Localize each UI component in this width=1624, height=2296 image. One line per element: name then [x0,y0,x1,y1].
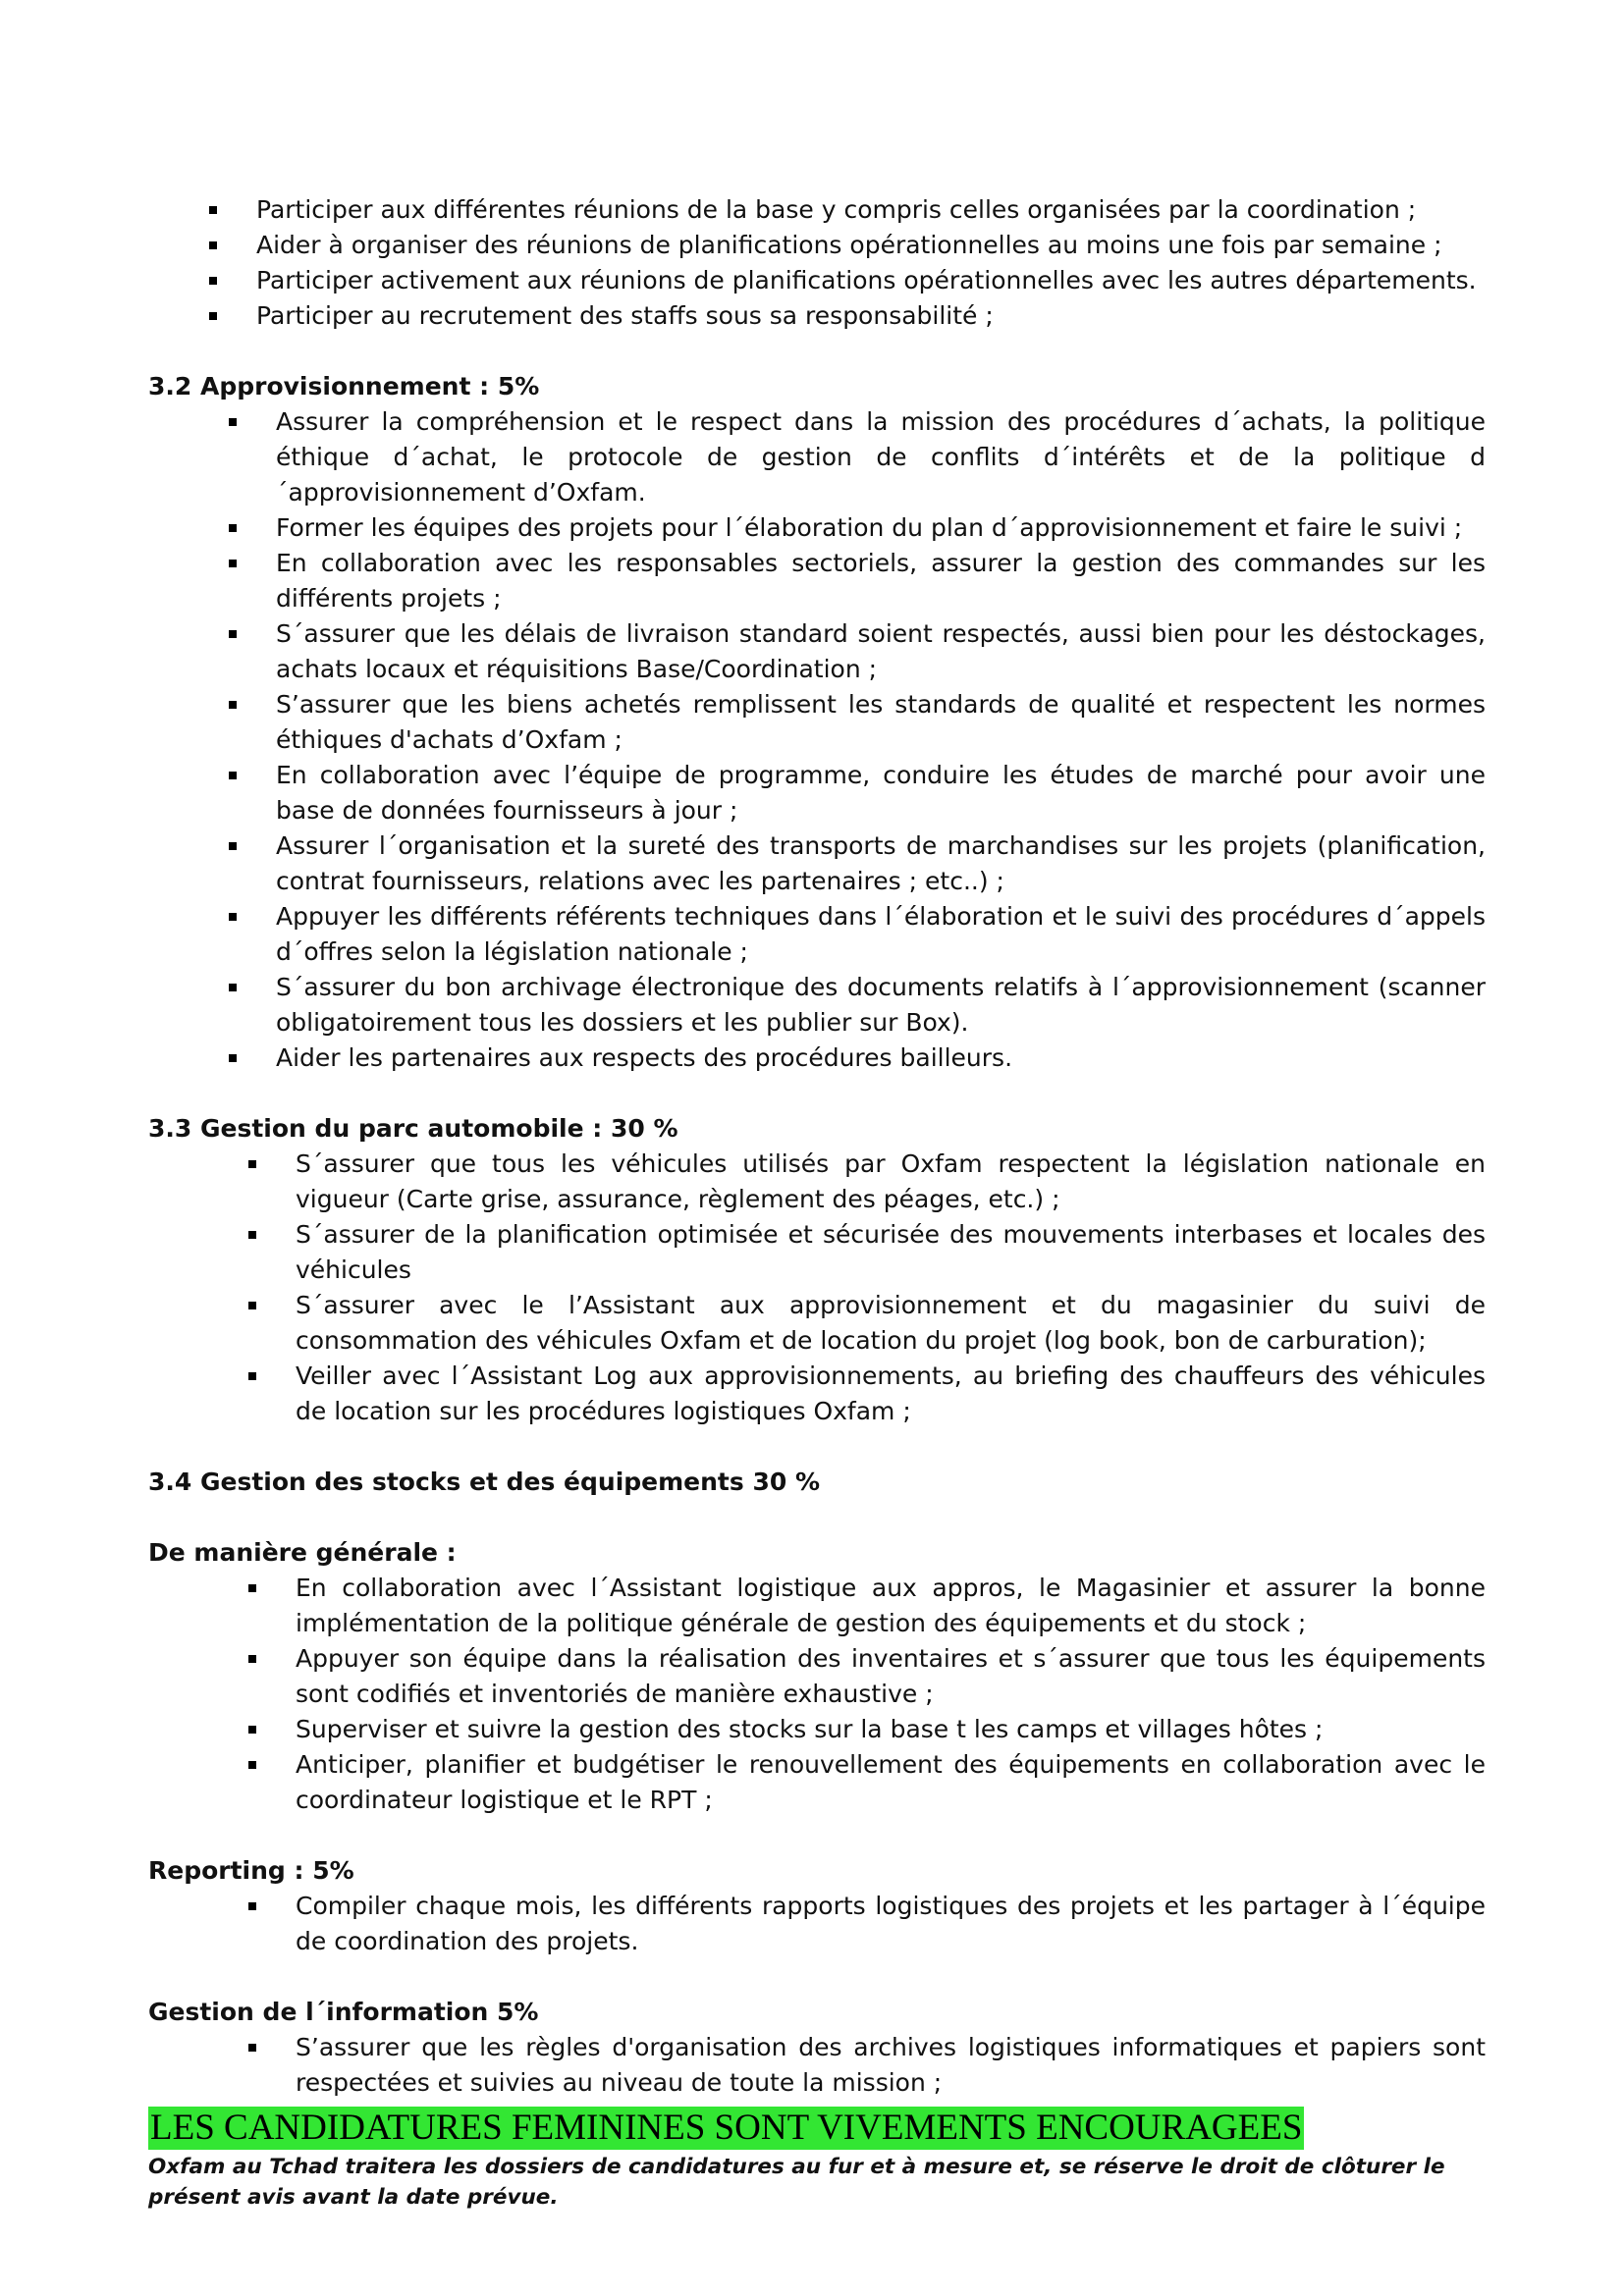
list-item [148,1889,1486,1959]
section-heading-parc-automobile: 3.3 Gestion du parc automobile : 30 % [148,1114,678,1143]
list-item [148,298,1486,334]
spacer [148,1818,1486,1853]
approvisionnement-bullet-list [148,404,1486,1076]
list-item-text: Compiler chaque mois, les différents rapports logistiques des projets et les partager à l´équipe de coordination des projets. [296,1892,1486,1955]
list-item-text: S´assurer de la planification optimisée et sécurisée des mouvements interbases et locales des véhicules [296,1220,1486,1284]
list-item [148,1041,1486,1076]
square-bullet-icon [209,312,217,320]
square-bullet-icon [209,241,217,249]
square-bullet-icon [248,1584,256,1592]
list-item [148,510,1486,546]
list-item-text: En collaboration avec les responsables sectoriels, assurer la gestion des commandes sur les différents projets ; [276,549,1486,613]
list-item [148,2030,1486,2101]
list-item [148,1641,1486,1712]
list-item-text: Superviser et suivre la gestion des stocks sur la base t les camps et villages hôtes ; [296,1715,1324,1743]
list-item-text: S´assurer avec le l’Assistant aux approvisionnement et du magasinier du suivi de consommation des véhicules Oxfam et de location du projet (log book, bon de carburation); [296,1291,1486,1355]
list-item-text: Aider les partenaires aux respects des procédures bailleurs. [276,1043,1013,1072]
spacer [148,1500,1486,1535]
square-bullet-icon [248,1902,256,1910]
parc-automobile-bullet-list [148,1147,1486,1429]
spacer [148,334,1486,369]
list-item [148,687,1486,758]
square-bullet-icon [209,277,217,285]
square-bullet-icon [229,630,237,638]
list-item [148,1217,1486,1288]
list-item-text: Assurer l´organisation et la sureté des transports de marchandises sur les projets (planification, contrat fournisseurs, relations avec les partenaires ; etc..) ; [276,831,1486,895]
square-bullet-icon [229,913,237,921]
list-item [148,899,1486,970]
square-bullet-icon [229,984,237,991]
list-item [148,546,1486,616]
closing-notice: Oxfam au Tchad traitera les dossiers de candidatures au fur et à mesure et, se réserve le droit de clôturer le présent avis avant la date prévue. [148,2155,1445,2210]
list-item [148,1571,1486,1641]
spacer [148,1959,1486,1995]
list-item [148,404,1486,510]
square-bullet-icon [248,1302,256,1309]
list-item [148,828,1486,899]
square-bullet-icon [229,560,237,567]
list-item [148,1712,1486,1747]
spacer [148,1429,1486,1465]
list-item-text: Appuyer les différents référents techniques dans l´élaboration et le suivi des procédures d´appels d´offres selon la législation nationale ; [276,902,1486,966]
list-item-text: Participer aux différentes réunions de la base y compris celles organisées par la coordination ; [256,195,1417,224]
square-bullet-icon [248,1726,256,1734]
square-bullet-icon [229,701,237,709]
list-item [148,1747,1486,1818]
list-item-text: Former les équipes des projets pour l´élaboration du plan d´approvisionnement et faire le suivi ; [276,513,1463,542]
list-item-text: En collaboration avec l´Assistant logistique aux appros, le Magasinier et assurer la bonne implémentation de la politique générale de gestion des équipements et du stock ; [296,1574,1486,1637]
list-item [148,228,1486,263]
square-bullet-icon [248,1160,256,1168]
square-bullet-icon [248,1231,256,1239]
list-item-text: S´assurer que tous les véhicules utilisés par Oxfam respectent la législation nationale en vigueur (Carte grise, assurance, règlement des péages, etc.) ; [296,1149,1486,1213]
square-bullet-icon [248,1372,256,1380]
spacer [148,1076,1486,1111]
list-item [148,192,1486,228]
list-item-text: S’assurer que les biens achetés remplissent les standards de qualité et respectent les normes éthiques d'achats d’Oxfam ; [276,690,1486,754]
list-item-text: Participer au recrutement des staffs sous sa responsabilité ; [256,301,994,330]
information-bullet-list [148,2030,1486,2101]
list-item-text: Veiller avec l´Assistant Log aux approvisionnements, au briefing des chauffeurs des véhicules de location sur les procédures logistiques Oxfam ; [296,1362,1486,1425]
section-heading-approvisionnement: 3.2 Approvisionnement : 5% [148,372,540,400]
square-bullet-icon [229,524,237,532]
square-bullet-icon [229,1054,237,1062]
stocks-bullet-list [148,1571,1486,1818]
document-content [148,192,1486,2213]
square-bullet-icon [248,1655,256,1663]
section-heading-information: Gestion de l´information 5% [148,1998,539,2026]
square-bullet-icon [248,2044,256,2052]
list-item [148,970,1486,1041]
intro-bullet-list [148,192,1486,334]
list-item-text: S’assurer que les règles d'organisation des archives logistiques informatiques et papiers sont respectées et suivies au niveau de toute la mission ; [296,2033,1486,2097]
list-item-text: S´assurer que les délais de livraison standard soient respectés, aussi bien pour les déstockages, achats locaux et réquisitions Base/Coordination ; [276,619,1486,683]
list-item-text: En collaboration avec l’équipe de programme, conduire les études de marché pour avoir une base de données fournisseurs à jour ; [276,761,1486,825]
list-item [148,616,1486,687]
list-item [148,758,1486,828]
square-bullet-icon [229,418,237,426]
highlighted-banner: LES CANDIDATURES FEMININES SONT VIVEMENTS ENCOURAGEES [150,2108,1303,2148]
list-item-text: S´assurer du bon archivage électronique des documents relatifs à l´approvisionnement (scanner obligatoirement tous les dossiers et les publier sur Box). [276,973,1486,1037]
list-item-text: Assurer la compréhension et le respect dans la mission des procédures d´achats, la politique éthique d´achat, le protocole de gestion de conflits d´intérêts et de la politique d´approvisionnement d’Oxfam. [276,407,1486,507]
subheading-general: De manière générale : [148,1538,457,1567]
list-item-text: Appuyer son équipe dans la réalisation des inventaires et s´assurer que tous les équipements sont codifiés et inventoriés de manière exhaustive ; [296,1644,1486,1708]
reporting-bullet-list [148,1889,1486,1959]
square-bullet-icon [229,772,237,779]
list-item-text: Anticiper, planifier et budgétiser le renouvellement des équipements en collaboration avec le coordinateur logistique et le RPT ; [296,1750,1486,1814]
list-item [148,1359,1486,1429]
section-heading-stocks: 3.4 Gestion des stocks et des équipements 30 % [148,1468,821,1496]
section-heading-reporting: Reporting : 5% [148,1856,354,1885]
list-item [148,1147,1486,1217]
list-item [148,1288,1486,1359]
banner-container [148,2107,1486,2150]
list-item-text: Participer activement aux réunions de planifications opérationnelles avec les autres départements. [256,266,1477,294]
list-item [148,263,1486,298]
list-item-text: Aider à organiser des réunions de planifications opérationnelles au moins une fois par semaine ; [256,231,1442,259]
square-bullet-icon [248,1761,256,1769]
square-bullet-icon [229,842,237,850]
square-bullet-icon [209,206,217,214]
